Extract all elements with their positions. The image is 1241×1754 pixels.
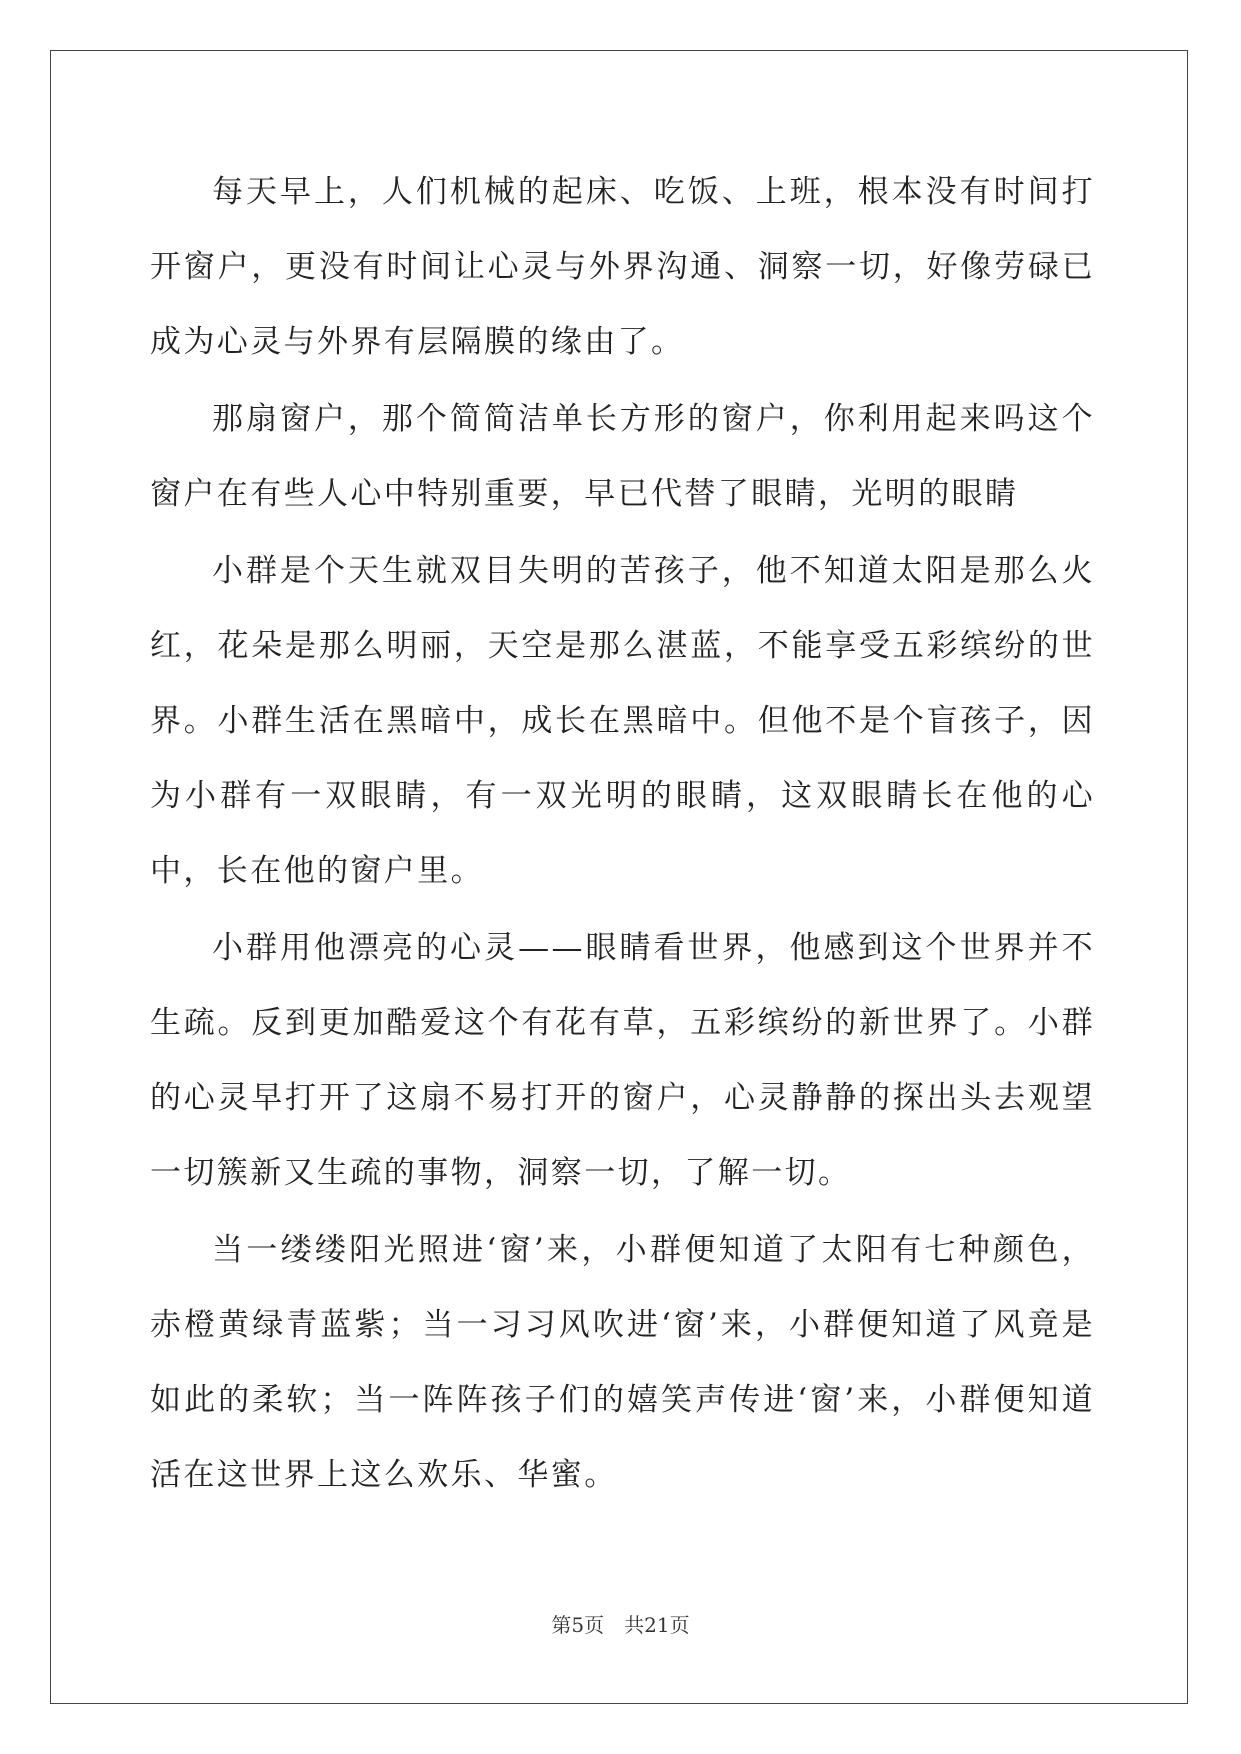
- page-footer: [0, 1612, 1241, 1638]
- page-number-total: 共21页: [624, 1613, 690, 1637]
- paragraph-3: 小群是个天生就双目失明的苦孩子，他不知道太阳是那么火红，花朵是那么明丽，天空是那么湛蓝，不能享受五彩缤纷的世界。小群生活在黑暗中，成长在黑暗中。但他不是个盲孩子，因为小群有一双眼睛，有一双光明的眼睛，这双眼睛长在他的心中，长在他的窗户里。: [150, 553, 1095, 889]
- paragraph-2: 那扇窗户，那个简简洁单长方形的窗户，你利用起来吗这个窗户在有些人心中特别重要，早已代替了眼睛，光明的眼睛: [150, 401, 1095, 512]
- page-number-current: 第5页: [551, 1613, 605, 1637]
- document-body: [150, 155, 1095, 1515]
- paragraph-4: 小群用他漂亮的心灵——眼睛看世界，他感到这个世界并不生疏。反到更加酷爱这个有花有草，五彩缤纷的新世界了。小群的心灵早打开了这扇不易打开的窗户，心灵静静的探出头去观望一切簇新又生疏的事物，洞察一切，了解一切。: [150, 930, 1095, 1191]
- paragraph-5: 当一缕缕阳光照进‘窗’来，小群便知道了太阳有七种颜色，赤橙黄绿青蓝紫；当一习习风吹进‘窗’来，小群便知道了风竟是如此的柔软；当一阵阵孩子们的嬉笑声传进‘窗’来，小群便知道活在这世界上这么欢乐、华蜜。: [150, 1232, 1095, 1493]
- paragraph-1: 每天早上，人们机械的起床、吃饭、上班，根本没有时间打开窗户，更没有时间让心灵与外界沟通、洞察一切，好像劳碌已成为心灵与外界有层隔膜的缘由了。: [150, 174, 1095, 360]
